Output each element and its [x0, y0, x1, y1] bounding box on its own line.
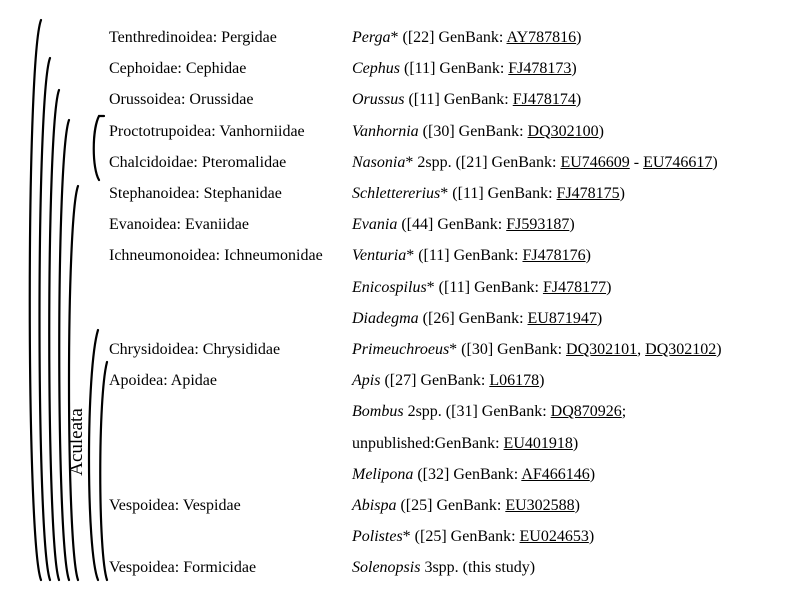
genbank-accession-link[interactable]: EU302588	[505, 497, 575, 514]
genbank-accession-link[interactable]: DQ302102	[645, 341, 717, 358]
genbank-reference	[352, 213, 575, 237]
genbank-reference	[352, 120, 604, 144]
genbank-accession-link[interactable]: EU746617	[643, 153, 713, 171]
genbank-accession-link[interactable]: DQ302101	[566, 341, 638, 358]
genus-name: Bombus	[352, 403, 404, 421]
taxon-row	[0, 182, 785, 206]
genbank-reference	[352, 26, 581, 50]
taxon-row	[0, 151, 785, 175]
citation-text: ([32] GenBank:	[413, 465, 522, 483]
citation-close: )	[571, 60, 577, 78]
genbank-reference	[352, 338, 722, 362]
taxon-row	[0, 494, 785, 518]
genus-name: Vanhornia	[352, 122, 419, 140]
genbank-accession-link[interactable]: AY787816	[506, 29, 577, 46]
sequence-marker: *	[449, 341, 458, 358]
genus-name: Evania	[352, 216, 398, 234]
genus-name: Schlettererius	[352, 185, 441, 202]
taxon-row	[0, 120, 785, 144]
taxon-name: Orussoidea: Orussidae	[109, 91, 254, 109]
genbank-reference	[352, 400, 626, 424]
genus-name: Abispa	[352, 497, 397, 514]
accession-separator: ,	[637, 341, 646, 358]
citation-text: ([30] GenBank:	[457, 341, 567, 358]
genbank-accession-link[interactable]: L06178	[489, 372, 540, 390]
taxon-row	[0, 57, 785, 81]
citation-close: )	[598, 122, 604, 140]
citation-close: ;	[621, 403, 627, 421]
genus-name: Solenopsis	[352, 559, 421, 577]
genbank-accession-link[interactable]: FJ478177	[542, 278, 607, 296]
citation-text: ([25] GenBank:	[410, 528, 520, 546]
sequence-marker: *	[440, 185, 449, 202]
taxon-name: Apoidea: Apidae	[109, 372, 217, 390]
citation-text: 2spp. ([31] GenBank:	[403, 403, 551, 421]
citation-close: )	[588, 528, 595, 546]
genbank-reference	[352, 432, 578, 456]
genbank-reference	[352, 494, 580, 518]
citation-close: )	[589, 465, 596, 483]
citation-text: ([25] GenBank:	[396, 497, 506, 514]
genbank-accession-link[interactable]: DQ870926	[550, 403, 622, 421]
citation-close: )	[606, 278, 612, 296]
genus-name: Nasonia	[352, 153, 406, 171]
citation-text: ([11] GenBank:	[434, 278, 543, 296]
genbank-reference	[352, 525, 594, 549]
taxon-name: Evanoidea: Evaniidae	[109, 216, 249, 234]
taxon-name: Chalcidoidae: Pteromalidae	[109, 153, 287, 171]
genbank-reference	[352, 463, 595, 487]
taxon-row	[0, 525, 785, 549]
genus-name: Diadegma	[352, 309, 419, 327]
taxon-row	[0, 338, 785, 362]
genus-name: Polistes	[352, 528, 403, 546]
citation-close: )	[712, 153, 718, 171]
genus-name: Enicospilus	[352, 278, 427, 296]
genbank-reference	[352, 244, 591, 268]
taxon-name: Tenthredinoidea: Pergidae	[109, 29, 277, 46]
genbank-accession-link[interactable]: FJ478175	[556, 185, 620, 202]
citation-close: )	[574, 497, 580, 514]
taxon-row	[0, 463, 785, 487]
citation-close: )	[596, 309, 603, 327]
genbank-accession-link[interactable]: FJ478176	[522, 247, 586, 265]
genbank-accession-link[interactable]: FJ478173	[508, 60, 572, 78]
citation-text: 2spp. ([21] GenBank:	[413, 153, 561, 171]
clade-label-text: Aculeata	[66, 408, 87, 476]
taxon-name: Vespoidea: Formicidae	[109, 559, 257, 577]
genus-name: Perga	[352, 29, 391, 46]
genus-name: Primeuchroeus	[352, 341, 450, 358]
citation-text: ([27] GenBank:	[380, 372, 490, 390]
taxon-row	[0, 556, 785, 580]
genbank-reference	[352, 57, 577, 81]
genus-name: Apis	[352, 372, 381, 390]
genbank-reference	[352, 276, 611, 300]
taxon-row	[0, 400, 785, 424]
genbank-reference	[352, 182, 625, 206]
citation-text: ([30] GenBank:	[418, 122, 528, 140]
citation-text: ([11] GenBank:	[400, 60, 509, 78]
citation-text: ([11] GenBank:	[404, 91, 513, 109]
genbank-accession-link[interactable]: FJ478174	[512, 91, 576, 109]
genus-name: Cephus	[352, 60, 400, 78]
genbank-reference	[352, 556, 535, 580]
citation-text: ([26] GenBank:	[418, 309, 528, 327]
genus-name: Orussus	[352, 91, 405, 109]
taxon-name: Vespoidea: Vespidae	[109, 497, 241, 514]
genbank-reference	[352, 307, 602, 331]
taxon-row	[0, 276, 785, 300]
sequence-marker: *	[402, 528, 411, 546]
genbank-accession-link[interactable]: DQ302100	[527, 122, 599, 140]
taxon-row	[0, 432, 785, 456]
citation-close: )	[569, 216, 575, 234]
citation-close: )	[619, 185, 625, 202]
taxon-row	[0, 213, 785, 237]
citation-text: unpublished:GenBank:	[352, 434, 504, 452]
sequence-marker: *	[426, 278, 435, 296]
sequence-marker: *	[390, 29, 399, 46]
accession-separator: -	[629, 153, 644, 171]
genbank-accession-link[interactable]: EU871947	[527, 309, 597, 327]
sequence-marker: *	[406, 247, 415, 265]
genbank-accession-link[interactable]: EU024653	[519, 528, 589, 546]
citation-close: )	[539, 372, 545, 390]
taxon-row	[0, 244, 785, 268]
taxon-row	[0, 26, 785, 50]
genbank-accession-link[interactable]: EU746609	[560, 153, 630, 171]
genbank-reference	[352, 369, 544, 393]
genus-name: Melipona	[352, 465, 414, 483]
taxon-name: Chrysidoidea: Chrysididae	[109, 341, 281, 358]
citation-text: ([44] GenBank:	[397, 216, 507, 234]
genbank-accession-link[interactable]: AF466146	[521, 465, 590, 483]
taxon-row	[0, 369, 785, 393]
citation-close: )	[572, 434, 579, 452]
citation-text: 3spp. (this study)	[420, 559, 536, 577]
genbank-accession-link[interactable]: FJ593187	[506, 216, 570, 234]
citation-close: )	[585, 247, 591, 265]
citation-text: ([22] GenBank:	[398, 29, 507, 46]
citation-text: ([11] GenBank:	[448, 185, 557, 202]
genbank-accession-link[interactable]: EU401918	[503, 434, 573, 452]
citation-close: )	[576, 29, 582, 46]
citation-close: )	[575, 91, 582, 109]
taxon-row	[0, 307, 785, 331]
citation-text: ([11] GenBank:	[414, 247, 523, 265]
genbank-reference	[352, 88, 581, 112]
taxon-name: Proctotrupoidea: Vanhorniidae	[109, 122, 305, 140]
genbank-reference	[352, 151, 718, 175]
taxon-name: Stephanoidea: Stephanidae	[109, 185, 282, 202]
sequence-marker: *	[405, 153, 414, 171]
taxon-row	[0, 88, 785, 112]
genus-name: Venturia	[352, 247, 407, 265]
taxon-name: Cephoidae: Cephidae	[109, 60, 247, 78]
citation-close: )	[716, 341, 722, 358]
taxon-name: Ichneumonoidea: Ichneumonidae	[109, 247, 323, 265]
